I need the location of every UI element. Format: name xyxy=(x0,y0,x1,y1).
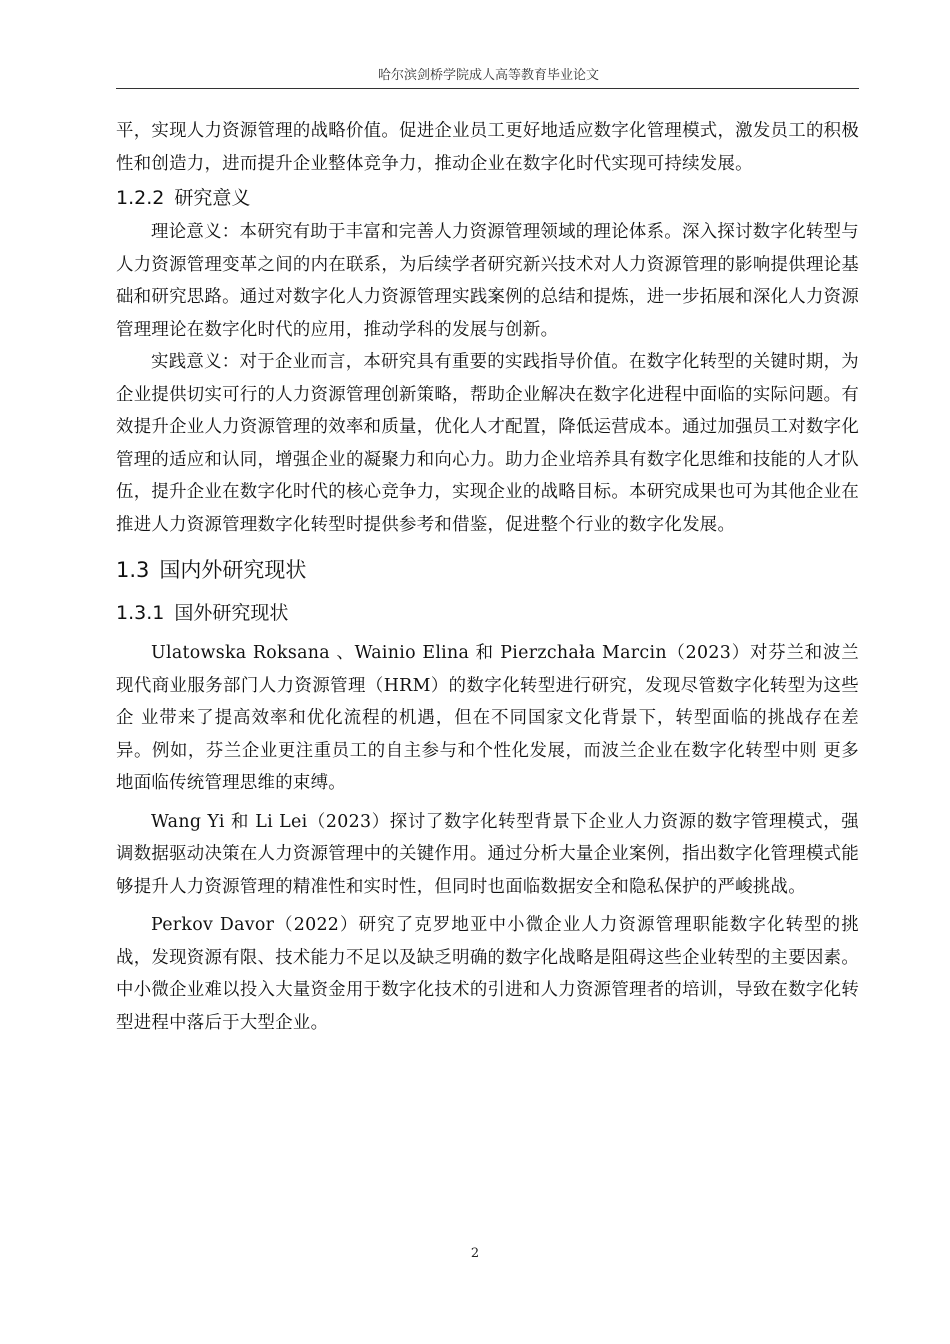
heading-number: 1.3 xyxy=(116,558,150,582)
running-header: 哈尔滨剑桥学院成人高等教育毕业论文 xyxy=(377,68,599,83)
heading-text: 国外研究现状 xyxy=(174,602,289,624)
heading-1-3-1 xyxy=(116,595,859,631)
heading-number: 1.2.2 xyxy=(116,187,165,209)
heading-text: 国内外研究现状 xyxy=(159,558,307,582)
paragraph-practical-significance: 实践意义：对于企业而言，本研究具有重要的实践指导价值。在数字化转型的关键时期，为企业提供切实可行的人力资源管理创新策略，帮助企业解决在数字化进程中面临的实际问题。有效提升企业人力资源管理的效率和质量，优化人才配置，降低运营成本。通过加强员工对数字化管理的适应和认同，增强企业的凝聚力和向心力。助力企业培养具有数字化思维和技能的人才队伍，提升企业在数字化时代的核心竞争力，实现企业的战略目标。本研究成果也可为其他企业在推进人力资源管理数字化转型时提供参考和借鉴，促进整个行业的数字化发展。 xyxy=(116,352,860,535)
heading-1-2-2 xyxy=(116,180,859,216)
heading-1-3 xyxy=(116,547,859,593)
paragraph-continuation: 平，实现人力资源管理的战略价值。促进企业员工更好地适应数字化管理模式，激发员工的积极性和创造力，进而提升企业整体竞争力，推动企业在数字化时代实现可持续发展。 xyxy=(116,121,860,174)
paragraph-wang-li: Wang Yi 和 Li Lei（2023）探讨了数字化转型背景下企业人力资源的数字管理模式，强调数据驱动决策在人力资源管理中的关键作用。通过分析大量企业案例，指出数字化管理模式能够提升人力资源管理的精准性和实时性，但同时也面临数据安全和隐私保护的严峻挑战。 xyxy=(116,811,860,897)
heading-text: 研究意义 xyxy=(174,187,251,209)
heading-number: 1.3.1 xyxy=(116,602,165,624)
paragraph-ulatowska: Ulatowska Roksana 、Wainio Elina 和 Pierzchała Marcin（2023）对芬兰和波兰现代商业服务部门人力资源管理（HRM）的数字化转型进行研究，发现尽管数字化转型为这些企 业带来了提高效率和优化流程的机遇，但在不同国家文化背景下，转型面临的挑战存在差 异。例如，芬兰企业更注重员工的自主参与和个性化发展，而波兰企业在数字化转型中则 更多地面临传统管理思维的束缚。 xyxy=(116,643,859,793)
header-rule xyxy=(116,88,859,89)
body-content xyxy=(116,115,859,1039)
page-number: 2 xyxy=(470,1246,480,1261)
paragraph-theoretical-significance: 理论意义：本研究有助于丰富和完善人力资源管理领域的理论体系。深入探讨数字化转型与人力资源管理变革之间的内在联系，为后续学者研究新兴技术对人力资源管理的影响提供理论基础和研究思路。通过对数字化人力资源管理实践案例的总结和提炼，进一步拓展和深化人力资源管理理论在数字化时代的应用，推动学科的发展与创新。 xyxy=(116,222,860,340)
paragraph-perkov: Perkov Davor（2022）研究了克罗地亚中小微企业人力资源管理职能数字化转型的挑战，发现资源有限、技术能力不足以及缺乏明确的数字化战略是阻碍这些企业转型的主要因素。中小微企业难以投入大量资金用于数字化技术的引进和人力资源管理者的培训，导致在数字化转型进程中落后于大型企业。 xyxy=(116,915,860,1033)
